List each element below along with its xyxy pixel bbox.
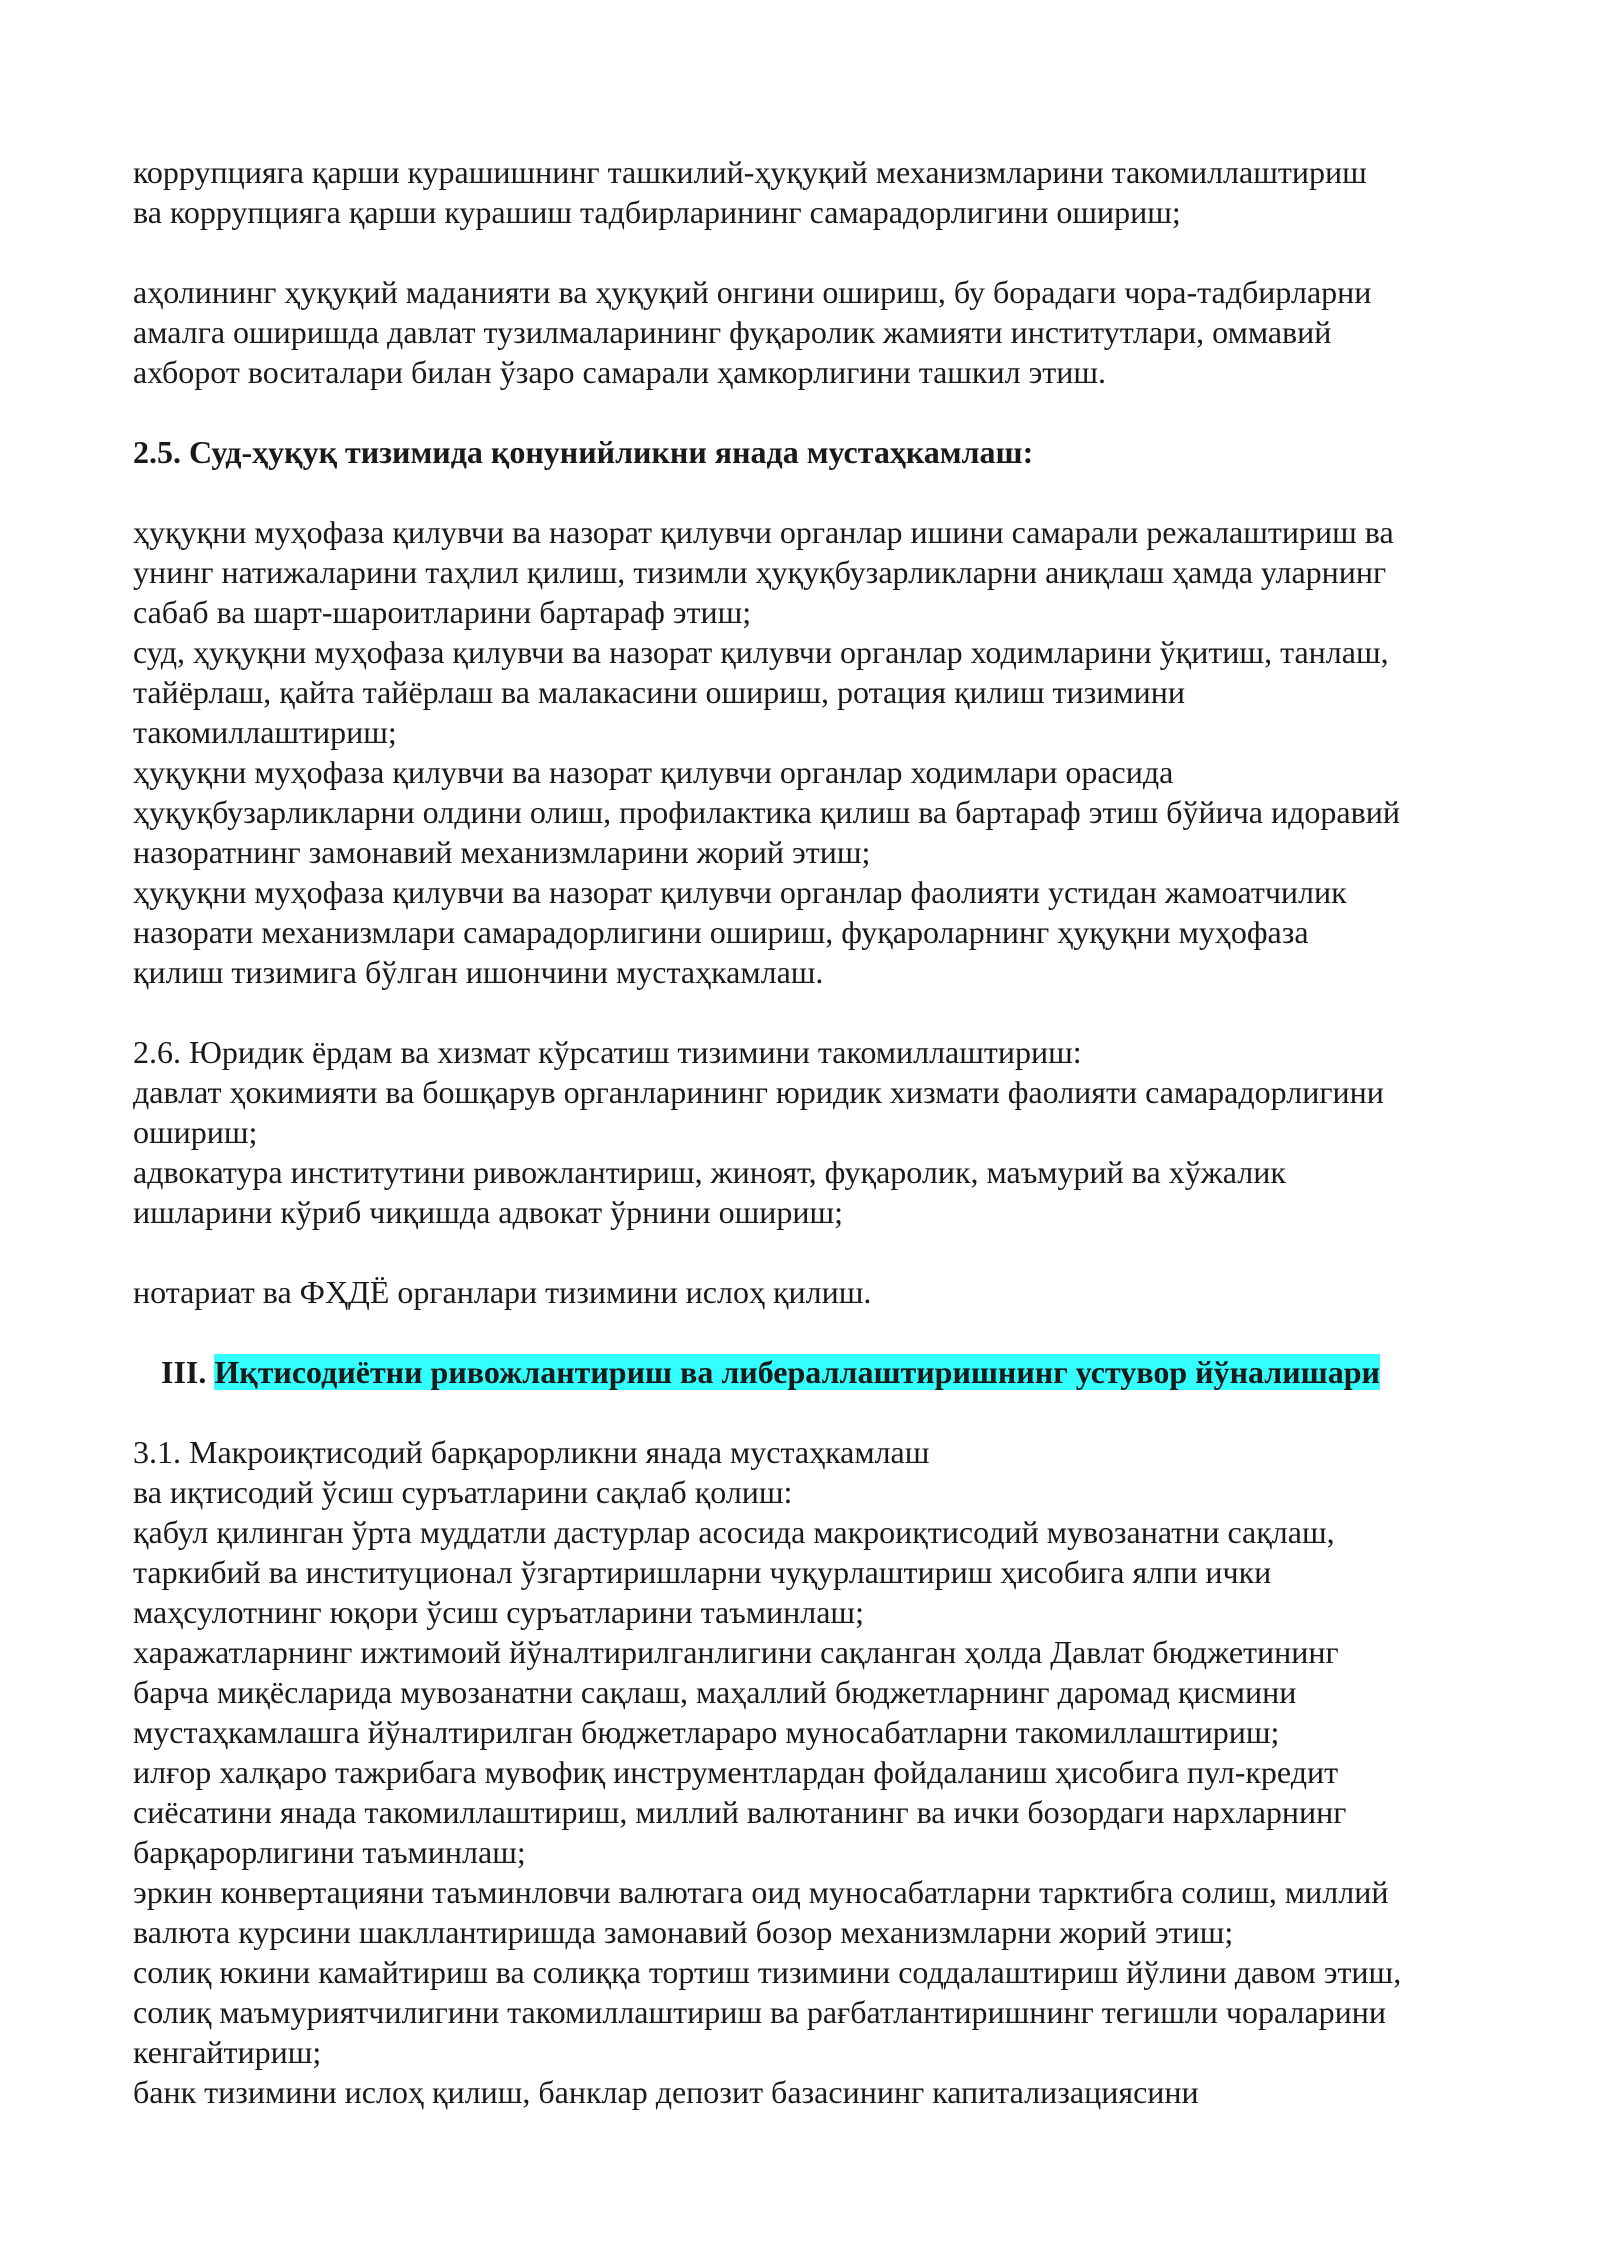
text-line: илғор халқаро тажрибага мувофиқ инструментлардан фойдаланиш ҳисобига пул-кредит	[133, 1754, 1339, 1790]
text-line: харажатларнинг ижтимоий йўналтирилганлигини сақланган ҳолда Давлат бюджетининг	[133, 1634, 1339, 1670]
paragraph-law-enforcement	[133, 512, 1480, 992]
paragraph-notary	[133, 1272, 1480, 1312]
paragraph-anticorruption	[133, 152, 1480, 232]
text-line: суд, ҳуқуқни муҳофаза қилувчи ва назорат қилувчи органлар ходимларини ўқитиш, танлаш,	[133, 634, 1389, 670]
heading-text: 2.5. Суд-ҳуқуқ тизимида қонунийликни янада мустаҳкамлаш:	[133, 434, 1034, 470]
text-line: ва иқтисодий ўсиш суръатларини сақлаб қолиш:	[133, 1474, 793, 1510]
section-heading-iii	[133, 1352, 1480, 1392]
text-line: назорати механизмлари самарадорлигини ошириш, фуқароларнинг ҳуқуқни муҳофаза	[133, 914, 1309, 950]
text-line: кенгайтириш;	[133, 2034, 322, 2070]
text-line: мустаҳкамлашга йўналтирилган бюджетлараро муносабатларни такомиллаштириш;	[133, 1714, 1280, 1750]
text-line: назоратнинг замонавий механизмларини жорий этиш;	[133, 834, 871, 870]
text-line: тайёрлаш, қайта тайёрлаш ва малакасини ошириш, ротация қилиш тизимини	[133, 674, 1186, 710]
text-line: коррупцияга қарши курашишнинг ташкилий-ҳуқуқий механизмларини такомиллаштириш	[133, 154, 1367, 190]
text-line: барча миқёсларида мувозанатни сақлаш, маҳаллий бюджетларнинг даромад қисмини	[133, 1674, 1297, 1710]
text-line: давлат ҳокимияти ва бошқарув органларининг юридик хизмати фаолияти самарадорлигини	[133, 1074, 1384, 1110]
text-line: ва коррупцияга қарши курашиш тадбирларининг самарадорлигини ошириш;	[133, 194, 1181, 230]
text-line: амалга оширишда давлат тузилмаларининг фуқаролик жамияти институтлари, оммавий	[133, 314, 1332, 350]
heading-line	[161, 1352, 1480, 1392]
text-line: аҳолининг ҳуқуқий маданияти ва ҳуқуқий онгини ошириш, бу борадаги чора-тадбирларни	[133, 274, 1372, 310]
text-line: сиёсатини янада такомиллаштириш, миллий валютанинг ва ички бозордаги нархларнинг	[133, 1794, 1347, 1830]
text-line: эркин конвертацияни таъминловчи валютага оид муносабатларни тарктибга солиш, миллий	[133, 1874, 1389, 1910]
text-line: ҳуқуқбузарликларни олдини олиш, профилактика қилиш ва бартараф этиш бўйича идоравий	[133, 794, 1400, 830]
text-line: ҳуқуқни муҳофаза қилувчи ва назорат қилувчи органлар ходимлари орасида	[133, 754, 1174, 790]
text-line: ошириш;	[133, 1114, 258, 1150]
text-line: ҳуқуқни муҳофаза қилувчи ва назорат қилувчи органлар ишини самарали режалаштириш ва	[133, 514, 1394, 550]
text-line: қилиш тизимига бўлган ишончини мустаҳкамлаш.	[133, 954, 824, 990]
text-line: ахборот воситалари билан ўзаро самарали ҳамкорлигини ташкил этиш.	[133, 354, 1107, 390]
text-line: ҳуқуқни муҳофаза қилувчи ва назорат қилувчи органлар фаолияти устидан жамоатчилик	[133, 874, 1347, 910]
text-line: 3.1. Макроиқтисодий барқарорликни янада мустаҳкамлаш	[133, 1434, 930, 1470]
highlighted-heading-text: Иқтисодиётни ривожлантириш ва либераллаштиришнинг устувор йўналишари	[214, 1354, 1380, 1390]
text-line: маҳсулотнинг юқори ўсиш суръатларини таъминлаш;	[133, 1594, 864, 1630]
paragraph-legal-culture	[133, 272, 1480, 392]
heading-number: III.	[161, 1354, 207, 1390]
text-line: таркибий ва институционал ўзгартиришларни чуқурлаштириш ҳисобига ялпи ички	[133, 1554, 1272, 1590]
text-line: такомиллаштириш;	[133, 714, 397, 750]
section-heading-2-5	[133, 432, 1480, 472]
text-line: нотариат ва ФҲДЁ органлари тизимини ислоҳ қилиш.	[133, 1274, 872, 1310]
text-line: солиқ юкини камайтириш ва солиққа тортиш тизимини соддалаштириш йўлини давом этиш,	[133, 1954, 1402, 1990]
text-line: сабаб ва шарт-шароитларини бартараф этиш;	[133, 594, 752, 630]
text-line: қабул қилинган ўрта муддатли дастурлар асосида макроиқтисодий мувозанатни сақлаш,	[133, 1514, 1335, 1550]
text-line: ишларини кўриб чиқишда адвокат ўрнини ошириш;	[133, 1194, 843, 1230]
text-line: адвокатура институтини ривожлантириш, жиноят, фуқаролик, маъмурий ва хўжалик	[133, 1154, 1286, 1190]
text-line: банк тизимини ислоҳ қилиш, банклар депозит базасининг капитализациясини	[133, 2074, 1199, 2110]
text-line: валюта курсини шакллантиришда замонавий бозор механизмларни жорий этиш;	[133, 1914, 1234, 1950]
paragraph-macroeconomic	[133, 1432, 1480, 2112]
text-line: солиқ маъмуриятчилигини такомиллаштириш ва рағбатлантиришнинг тегишли чораларини	[133, 1994, 1387, 2030]
paragraph-legal-aid	[133, 1032, 1480, 1232]
text-line: 2.6. Юридик ёрдам ва хизмат кўрсатиш тизимини такомиллаштириш:	[133, 1034, 1082, 1070]
text-line: барқарорлигини таъминлаш;	[133, 1834, 526, 1870]
text-line: унинг натижаларини таҳлил қилиш, тизимли ҳуқуқбузарликларни аниқлаш ҳамда уларнинг	[133, 554, 1387, 590]
